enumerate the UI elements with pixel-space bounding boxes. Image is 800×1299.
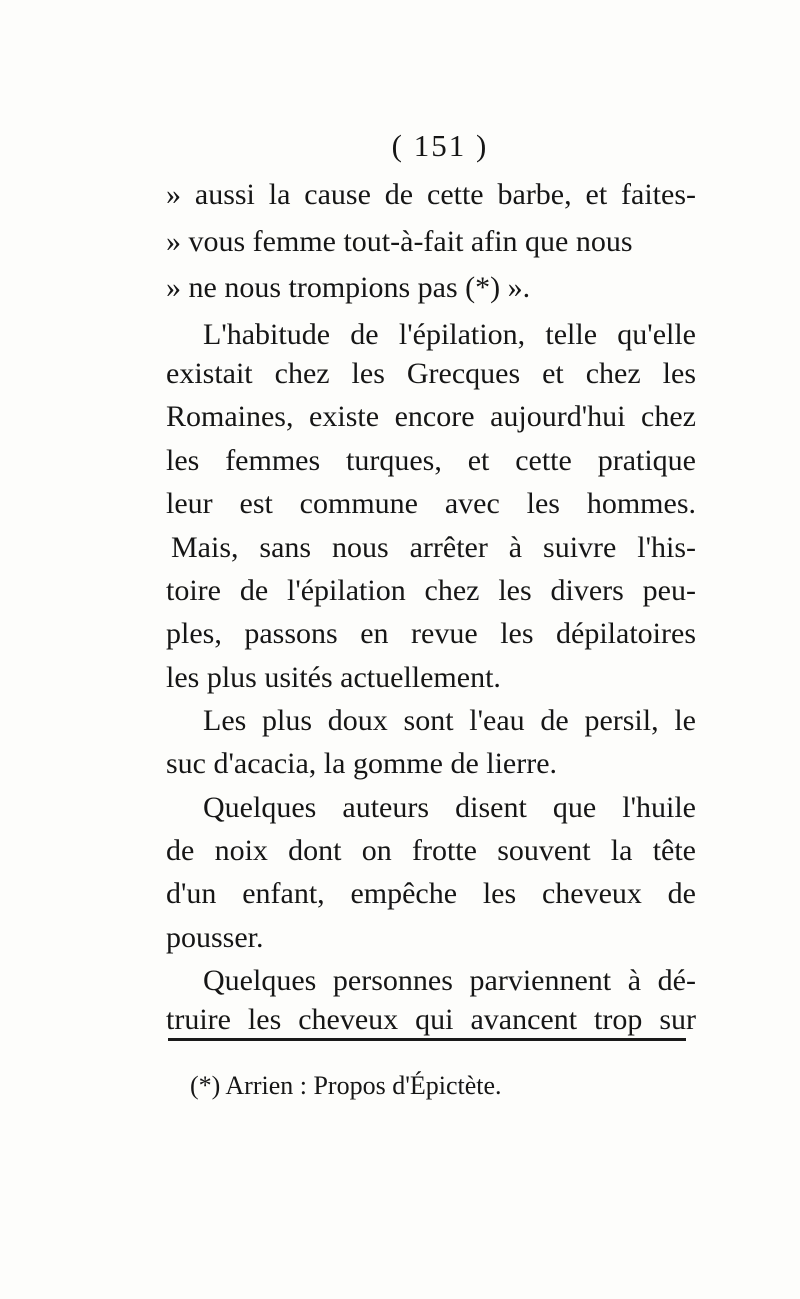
page-number: ( 151 )	[391, 128, 489, 163]
text-line: » ne nous trompions pas (*) ».	[166, 271, 531, 304]
footnote: (*) Arrien : Propos d'Épictète.	[190, 1071, 502, 1100]
text-line: suc d'acacia, la gomme de lierre.	[166, 747, 558, 780]
paragraph-first-line: L'habitude de l'épilation, telle qu'elle	[203, 318, 696, 351]
text-line: truire les cheveux qui avancent trop sur	[166, 1003, 696, 1036]
text-line: toire de l'épilation chez les divers peu-	[166, 574, 696, 607]
text-line: existait chez les Grecques et chez les	[166, 357, 696, 390]
text-line: d'un enfant, empêche les cheveux de	[166, 877, 696, 910]
footnote-separator-rule	[168, 1038, 686, 1041]
text-line: ples, passons en revue les dépilatoires	[166, 617, 696, 650]
text-line: » aussi la cause de cette barbe, et faites-	[166, 178, 696, 211]
text-line: pousser.	[166, 921, 264, 954]
text-line: les femmes turques, et cette pratique	[166, 444, 696, 477]
text-line: les plus usités actuellement.	[166, 661, 501, 694]
text-line: leur est commune avec les hommes.	[166, 487, 696, 520]
paragraph-first-line: Quelques auteurs disent que l'huile	[203, 791, 696, 824]
paragraph-first-line: Les plus doux sont l'eau de persil, le	[203, 704, 696, 737]
text-line: de noix dont on frotte souvent la tête	[166, 834, 696, 867]
text-line: Mais, sans nous arrêter à suivre l'his-	[171, 531, 696, 564]
text-line: Romaines, existe encore aujourd'hui chez	[166, 400, 696, 433]
paragraph-first-line: Quelques personnes parviennent à dé-	[203, 964, 696, 997]
text-line: » vous femme tout-à-fait afin que nous	[166, 225, 633, 258]
